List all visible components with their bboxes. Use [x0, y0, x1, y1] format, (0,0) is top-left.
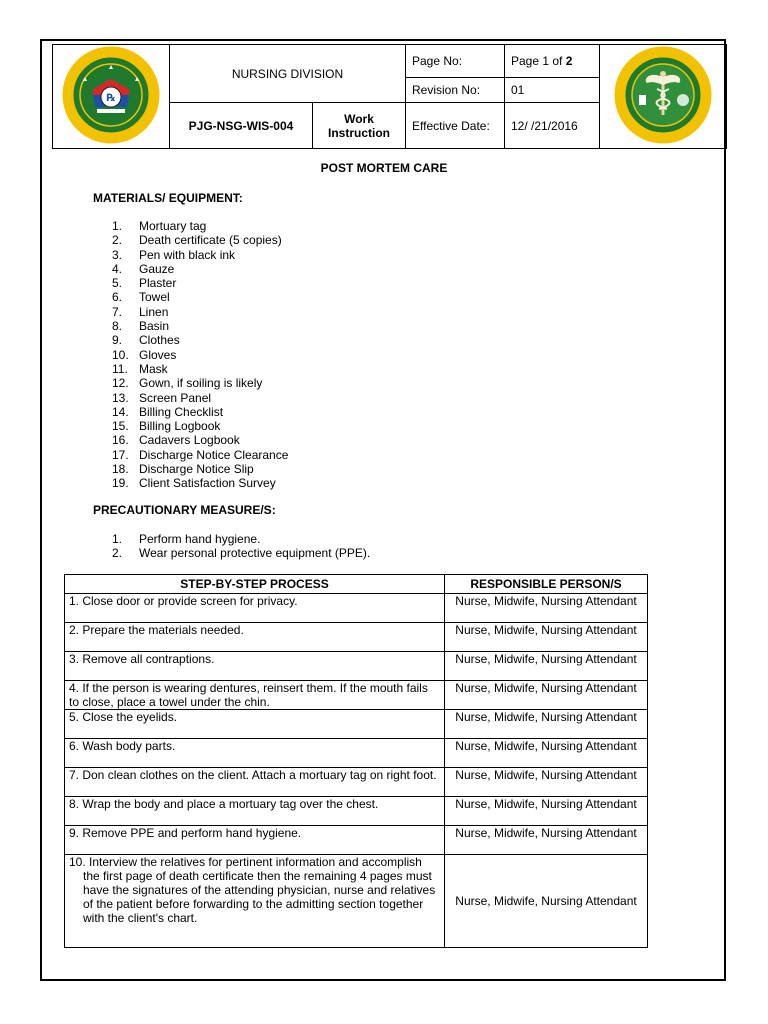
list-item: 1. Mortuary tag	[112, 219, 207, 233]
step-responsible: Nurse, Midwife, Nursing Attendant	[445, 652, 648, 681]
page-no-label: Page No:	[406, 45, 505, 78]
table-row	[65, 594, 648, 623]
step-process: 10. Interview the relatives for pertinent information and accomplish the first page of death certificate then the remaining 4 pages must have the signatures of the attending physician, nurse and relatives of the patient before forwarding to the admitting section together with the client's chart.	[65, 855, 445, 948]
table-row	[65, 739, 648, 768]
step-responsible: Nurse, Midwife, Nursing Attendant	[445, 797, 648, 826]
step-process: 4. If the person is wearing dentures, reinsert them. If the mouth fails to close, place a towel under the chin.	[65, 681, 445, 710]
step-process: 9. Remove PPE and perform hand hygiene.	[65, 826, 445, 855]
hospital-seal-cell	[600, 45, 727, 149]
step-process: 6. Wash body parts.	[65, 739, 445, 768]
precautions-list	[112, 532, 370, 561]
list-item: 13. Screen Panel	[112, 390, 212, 405]
materials-list	[112, 219, 288, 491]
step-process: 8. Wrap the body and place a mortuary tag over the chest.	[65, 797, 445, 826]
revision-no-value: 01	[505, 77, 600, 102]
list-item: 14. Billing Checklist	[112, 404, 224, 419]
svg-text:℞: ℞	[106, 93, 116, 104]
step-responsible: Nurse, Midwife, Nursing Attendant	[445, 826, 648, 855]
doh-seal-cell	[53, 45, 170, 149]
list-item: 8. Basin	[112, 319, 170, 334]
list-item: 4. Gauze	[112, 261, 175, 276]
table-row	[65, 826, 648, 855]
list-item: 2. Wear personal protective equipment (PPE).	[112, 546, 371, 561]
hospital-seal-icon	[609, 45, 717, 145]
step-responsible: Nurse, Midwife, Nursing Attendant	[445, 710, 648, 739]
step-process: 3. Remove all contraptions.	[65, 652, 445, 681]
document-header	[52, 44, 727, 149]
steps-table	[64, 574, 648, 948]
column-header-responsible: RESPONSIBLE PERSON/S	[445, 575, 648, 594]
doh-seal-icon	[61, 45, 161, 145]
page-no-value: Page 1 of 2	[505, 45, 600, 78]
list-item: 18. Discharge Notice Slip	[112, 462, 254, 477]
column-header-process: STEP-BY-STEP PROCESS	[65, 575, 445, 594]
list-item: 6. Towel	[112, 290, 170, 305]
list-item: 5. Plaster	[112, 276, 177, 291]
step-responsible: Nurse, Midwife, Nursing Attendant	[445, 739, 648, 768]
step-responsible: Nurse, Midwife, Nursing Attendant	[445, 855, 648, 948]
step-process: 5. Close the eyelids.	[65, 710, 445, 739]
list-item: 12. Gown, if soiling is likely	[112, 376, 263, 391]
table-row	[65, 681, 648, 710]
list-item: 1. Perform hand hygiene.	[112, 532, 261, 546]
revision-no-label: Revision No:	[406, 77, 505, 102]
table-row	[65, 652, 648, 681]
list-item: 2. Death certificate (5 copies)	[112, 233, 282, 248]
table-row	[65, 855, 648, 948]
step-process: 1. Close door or provide screen for privacy.	[65, 594, 445, 623]
materials-heading: MATERIALS/ EQUIPMENT:	[93, 191, 243, 205]
page-title: POST MORTEM CARE	[320, 161, 448, 175]
table-row	[65, 623, 648, 652]
effective-date-label: Effective Date:	[406, 103, 505, 149]
list-item: 19. Client Satisfaction Survey	[112, 476, 276, 491]
list-item: 7. Linen	[112, 304, 169, 319]
step-responsible: Nurse, Midwife, Nursing Attendant	[445, 623, 648, 652]
step-process: 7. Don clean clothes on the client. Attach a mortuary tag on right foot.	[65, 768, 445, 797]
step-process: 2. Prepare the materials needed.	[65, 623, 445, 652]
step-responsible: Nurse, Midwife, Nursing Attendant	[445, 681, 648, 710]
table-row	[65, 768, 648, 797]
list-item: 3. Pen with black ink	[112, 247, 236, 262]
step-responsible: Nurse, Midwife, Nursing Attendant	[445, 768, 648, 797]
list-item: 11. Mask	[112, 361, 168, 376]
list-item: 10. Gloves	[112, 347, 177, 362]
document-code: PJG-NSG-WIS-004	[170, 103, 313, 149]
table-row	[65, 797, 648, 826]
precautions-heading: PRECAUTIONARY MEASURE/S:	[93, 503, 276, 517]
effective-date-value: 12/ /21/2016	[505, 103, 600, 149]
division-title: NURSING DIVISION	[170, 45, 406, 103]
list-item: 9. Clothes	[112, 333, 180, 348]
list-item: 15. Billing Logbook	[112, 419, 221, 434]
list-item: 17. Discharge Notice Clearance	[112, 447, 289, 462]
document-type: Work Instruction	[313, 103, 406, 149]
table-row	[65, 710, 648, 739]
list-item: 16. Cadavers Logbook	[112, 433, 240, 448]
step-responsible: Nurse, Midwife, Nursing Attendant	[445, 594, 648, 623]
